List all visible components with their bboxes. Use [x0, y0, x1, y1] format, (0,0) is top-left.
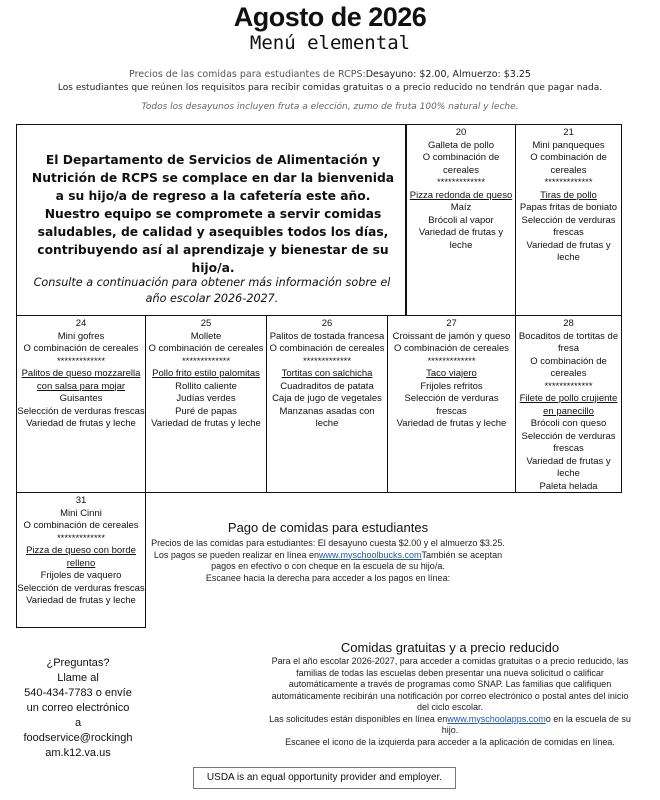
meal-prices-prefix: Precios de las comidas para estudiantes de RCPS: [129, 69, 366, 80]
menu-item-main: Filete de pollo crujiente en panecillo [519, 393, 618, 417]
menu-item: O combinación de cereales [422, 152, 500, 176]
payment-prices: Precios de las comidas para estudiantes: El desayuno cuesta $2.00 y el almuerzo $3.25. [151, 538, 505, 548]
menu-item: Manzanas asadas con leche [279, 405, 375, 429]
menu-item: Bocaditos de tortitas de fresa [518, 330, 619, 354]
menu-item: Selección de verduras frescas [17, 405, 145, 417]
payment-cash-text: También se aceptan pagos en efectivo o con cheque en la escuela de su hijo/a. [211, 549, 503, 571]
menu-item: Brócoli con queso [530, 418, 607, 429]
menu-divider: ************* [427, 355, 476, 367]
eligibility-note: Los estudiantes que reúnen los requisitos para recibir comidas gratuitas o a precio reducido no tendrán que pagar nada. [57, 83, 603, 93]
day-number: 31 [75, 495, 87, 506]
menu-item-main: Pizza redonda de queso [409, 189, 513, 201]
menu-item: Mollete [190, 330, 222, 342]
meal-prices [0, 69, 660, 80]
menu-item: Frijoles de vaquero [40, 570, 122, 581]
menu-item: Variedad de frutas y leche [151, 418, 261, 429]
menu-item: Mini gofres [57, 330, 105, 342]
welcome-text: El Departamento de Servicios de Alimentación y Nutrición de RCPS se complace en dar la bienvenida a su hijo/a de regreso a la cafetería este año. Nuestro equipo se compromete a servir comidas saludables, de calidad y asequibles todos los días, contribuyendo así al aprendizaje y bienestar de su hijo/a. [31, 153, 395, 275]
welcome-panel [16, 124, 406, 316]
menu-item: Variedad de frutas y leche [396, 418, 507, 429]
menu-item: Variedad de frutas y leche [26, 418, 136, 429]
menu-divider: ************* [181, 355, 231, 367]
free-meals-scan-note: Escanee el icono de la izquierda para acceder a la aplicación de comidas en línea. [285, 736, 615, 747]
menu-item: Puré de papas [175, 405, 237, 417]
contact-email-1: foodservice@rockingh [23, 732, 133, 744]
menu-item: Selección de verduras frescas [17, 582, 145, 594]
menu-item-main: Pollo frito estilo palomitas [152, 368, 260, 379]
menu-item-main: Pizza de queso con borde relleno [26, 545, 136, 569]
payment-title: Pago de comidas para estudiantes [227, 520, 429, 535]
menu-item: Caja de jugo de vegetales [272, 393, 382, 404]
menu-item: Selección de verduras frescas [404, 393, 499, 417]
menu-item: Galleta de pollo [427, 139, 495, 151]
menu-divider: ************* [302, 355, 352, 367]
menu-item: Judías verdes [176, 393, 236, 404]
day-number: 20 [455, 127, 467, 138]
menu-item: O combinación de cereales [269, 343, 385, 354]
day-number: 28 [563, 318, 574, 329]
menu-item: O combinación de cereales [23, 343, 139, 354]
menu-item: Brócoli al vapor [428, 214, 494, 226]
menu-item: Croissant de jamón y queso [392, 330, 511, 342]
welcome-note: Consulte a continuación para obtener más información sobre el año escolar 2026-2027. [33, 276, 391, 305]
menu-item: Palitos de tostada francesa [269, 330, 385, 342]
day-number: 25 [200, 318, 212, 329]
menu-day-21 [515, 124, 622, 316]
contact-phone: 540-434-7783 o envíe [24, 687, 132, 699]
menu-item: Rollito caliente [175, 380, 237, 392]
contact-info [16, 656, 140, 761]
menu-item: Variedad de frutas y leche [26, 595, 136, 606]
menu-item-main: Palitos de queso mozzarella con salsa para mojar [21, 368, 141, 392]
menu-item: Paleta helada [539, 480, 598, 492]
menu-item-main: Tortitas con salchicha [281, 368, 373, 379]
page-subtitle: Menú elemental [249, 32, 411, 54]
menu-day-26 [266, 315, 388, 493]
menu-item: Variedad de frutas y leche [418, 227, 504, 251]
free-meals-body [266, 656, 634, 748]
myschoolapps-link[interactable]: www.myschoolapps.com [447, 713, 546, 724]
menu-divider: ************* [544, 380, 593, 392]
menu-day-28 [515, 315, 622, 493]
free-meals-title: Comidas gratuitas y a precio reducido [340, 640, 560, 655]
contact-call: Llame al [57, 672, 99, 684]
menu-item: Selección de verduras frescas [521, 430, 616, 454]
day-number: 24 [75, 318, 87, 329]
contact-email-2: am.k12.va.us [45, 747, 111, 759]
menu-item: O combinación de cereales [148, 343, 264, 354]
payment-online [148, 550, 508, 573]
free-meals-online-text: Las solicitudes están disponibles en línea en [269, 713, 448, 724]
menu-day-31 [16, 492, 146, 628]
menu-item: O combinación de cereales [393, 343, 510, 354]
menu-item: Variedad de frutas y leche [526, 455, 611, 479]
menu-item: Papas fritas de boniato [519, 202, 618, 213]
menu-item: Guisantes [59, 393, 103, 404]
usda-statement: USDA is an equal opportunity provider and employer. [193, 767, 456, 789]
day-number: 26 [321, 318, 333, 329]
menu-item-main: Taco viajero [426, 368, 477, 379]
menu-item: Selección de verduras frescas [521, 214, 616, 238]
menu-item: Variedad de frutas y leche [526, 239, 611, 263]
payment-body [148, 538, 508, 584]
menu-divider: ************* [56, 532, 106, 544]
page-title: Agosto de 2026 [233, 2, 427, 32]
free-meals-online [266, 714, 634, 737]
menu-item: Maíz [450, 202, 472, 213]
contact-email-pre: un correo electrónico [26, 702, 130, 714]
menu-divider: ************* [544, 177, 593, 188]
free-meals-info: Para el año escolar 2026-2027, para acceder a comidas gratuitas o a precio reducido, las familias de todas las escuelas deben presentar una nueva solicitud o calificar automáticamente a través de programas como SNAP. Las familias que califiquen automáticamente recibirán una notificación por correo electrónico o postal antes del inicio del ciclo escolar. [271, 656, 629, 712]
breakfast-note: Todos los desayunos incluyen fruta a elección, zumo de fruta 100% natural y leche. [141, 102, 519, 112]
menu-item: O combinación de cereales [23, 520, 139, 531]
menu-day-25 [145, 315, 267, 493]
payment-scan-note: Escanee hacia la derecha para acceder a los pagos en línea: [205, 572, 451, 583]
meal-prices-values: Desayuno: $2.00, Almuerzo: $3.25 [365, 69, 531, 80]
menu-day-20 [406, 124, 516, 316]
menu-day-24 [16, 315, 146, 493]
menu-item: O combinación de cereales [530, 355, 607, 379]
menu-item-main: Tiras de pollo [540, 189, 597, 201]
day-number: 21 [563, 127, 574, 138]
day-number: 27 [446, 318, 457, 329]
menu-item: Frijoles refritos [420, 380, 483, 392]
menu-item: Cuadraditos de patata [280, 380, 374, 392]
menu-day-27 [387, 315, 516, 493]
menu-item: Mini panqueques [532, 139, 605, 151]
menu-divider: ************* [56, 355, 106, 367]
menu-divider: ************* [436, 177, 486, 188]
myschoolbucks-link[interactable]: www.myschoolbucks.com [319, 549, 422, 560]
menu-item: O combinación de cereales [530, 152, 607, 176]
contact-question: ¿Preguntas? [46, 657, 110, 669]
contact-a: a [74, 717, 82, 729]
payment-online-text: Los pagos se pueden realizar en línea en [153, 549, 320, 560]
menu-item: Mini Cinni [60, 507, 102, 519]
free-meals-school-text: o en la escuela de su hijo. [441, 713, 631, 735]
